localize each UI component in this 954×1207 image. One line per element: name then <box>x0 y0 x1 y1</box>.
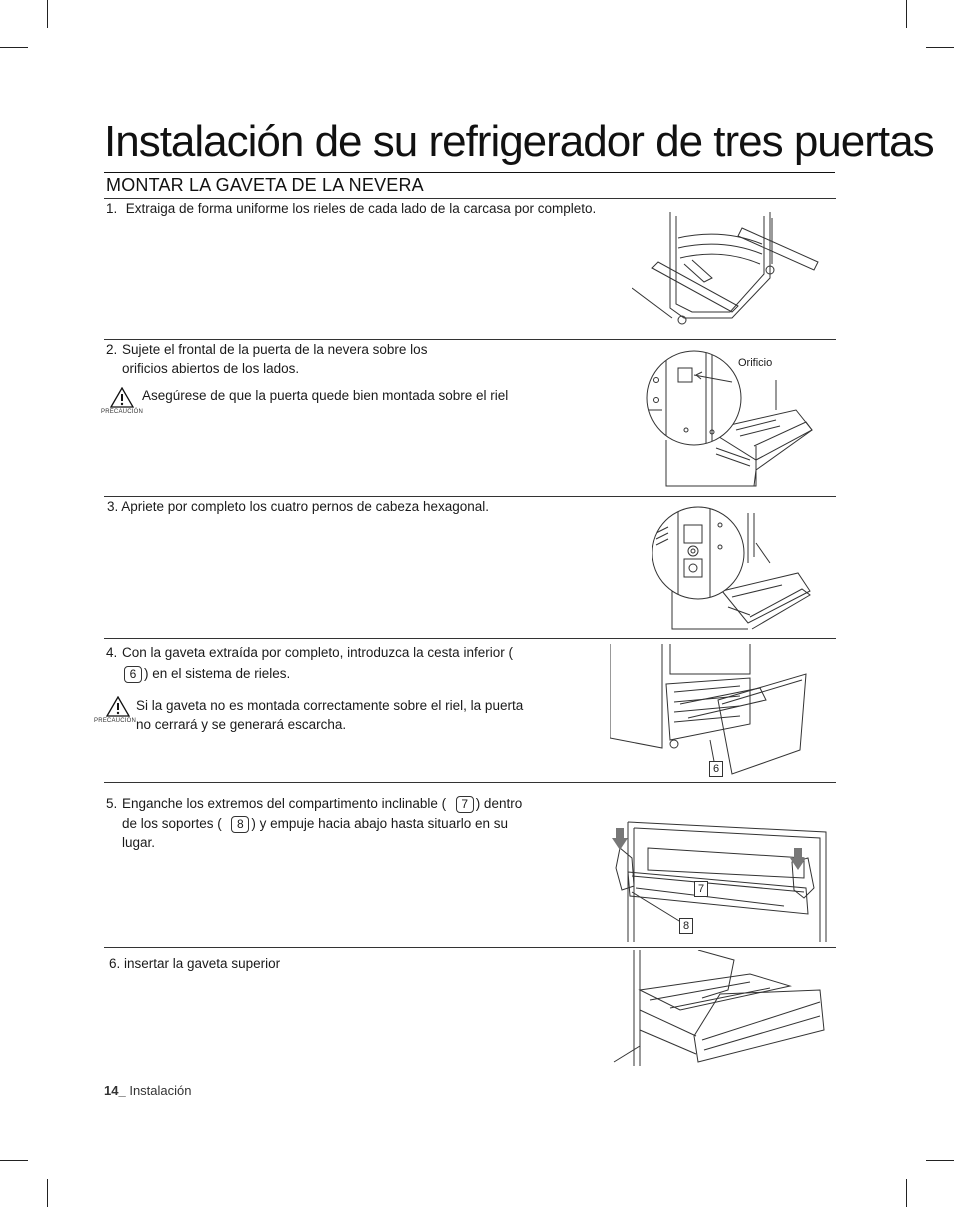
figure-label-orificio: Orificio <box>738 357 773 369</box>
figure-upper-drawer <box>610 950 826 1066</box>
step-number: 5. <box>106 796 118 811</box>
step-2-line-2: orificios abiertos de los lados. <box>122 361 300 376</box>
divider <box>104 947 836 948</box>
step-5-instruction-b: ) dentro <box>475 796 523 811</box>
title-underline <box>104 172 835 173</box>
step-number: 2. <box>106 342 118 357</box>
step-2-instruction-a: Sujete el frontal de la puerta de la nevera sobre los <box>122 342 428 357</box>
step-1-text <box>106 199 626 218</box>
caution-line-2: no cerrará y se generará escarcha. <box>136 717 347 732</box>
footer-section: Instalación <box>129 1083 192 1098</box>
figure-tilt-compartment <box>608 818 830 944</box>
crop-mark <box>0 47 28 48</box>
caution-text: Asegúrese de que la puerta quede bien montada sobre el riel <box>142 388 509 403</box>
step-6-text: 6. insertar la gaveta superior <box>109 956 281 971</box>
step-2-text <box>106 340 526 378</box>
step-3-text: 3. Apriete por completo los cuatro pernos de cabeza hexagonal. <box>107 499 489 514</box>
figure-hex-bolts <box>652 503 814 631</box>
step-5-instruction-d: ) y empuje hacia abajo hasta situarlo en su <box>251 816 508 831</box>
section-heading: MONTAR LA GAVETA DE LA NEVERA <box>106 175 424 195</box>
crop-mark <box>926 1160 954 1161</box>
figure-door-front-holes <box>646 350 816 488</box>
step-4-line-2 <box>106 664 556 683</box>
step-1-instruction: Extraiga de forma uniforme los rieles de cada lado de la carcasa por completo. <box>125 201 597 216</box>
figure-callout-7: 7 <box>694 881 708 897</box>
crop-mark <box>0 1160 28 1161</box>
crop-mark <box>906 1179 907 1207</box>
part-badge-6: 6 <box>124 666 142 683</box>
divider <box>104 782 836 783</box>
figure-lower-basket <box>610 644 810 776</box>
step-5-instruction-a: Enganche los extremos del compartimento inclinable ( <box>122 796 447 811</box>
page-title: Instalación de su refrigerador de tres puertas <box>104 117 934 166</box>
step-2-line-1 <box>106 340 526 359</box>
step-number: 4. <box>106 645 118 660</box>
step-5-line-2 <box>106 814 566 833</box>
step-5-line-3: lugar. <box>122 835 156 850</box>
crop-mark <box>906 0 907 28</box>
step-5-instruction-c: de los soportes ( <box>122 816 222 831</box>
page-footer <box>104 1083 191 1098</box>
caution-icon <box>110 387 134 408</box>
figure-callout-8: 8 <box>679 918 693 934</box>
step-5-text <box>106 794 566 852</box>
step-4-line-1 <box>106 643 556 662</box>
figure-callout-6: 6 <box>709 761 723 777</box>
caution-label: PRECAUCIÓN <box>94 718 137 724</box>
caution-icon <box>106 696 130 717</box>
page-number: 14_ <box>104 1083 126 1098</box>
crop-mark <box>926 47 954 48</box>
step-4-text <box>106 643 556 683</box>
step-5-line-1 <box>106 794 566 813</box>
caution-label: PRECAUCIÓN <box>101 409 144 415</box>
divider <box>104 638 836 639</box>
figure-rails-extended <box>632 208 827 326</box>
step-4-instruction-b: ) en el sistema de rieles. <box>144 666 291 681</box>
caution-text <box>136 696 566 734</box>
part-badge-8: 8 <box>231 816 249 833</box>
step-4-instruction-a: Con la gaveta extraída por completo, introduzca la cesta inferior ( <box>122 645 513 660</box>
part-badge-7: 7 <box>456 796 474 813</box>
step-number: 1. <box>106 201 118 216</box>
crop-mark <box>47 1179 48 1207</box>
caution-line-1: Si la gaveta no es montada correctamente sobre el riel, la puerta <box>136 698 524 713</box>
crop-mark <box>47 0 48 28</box>
